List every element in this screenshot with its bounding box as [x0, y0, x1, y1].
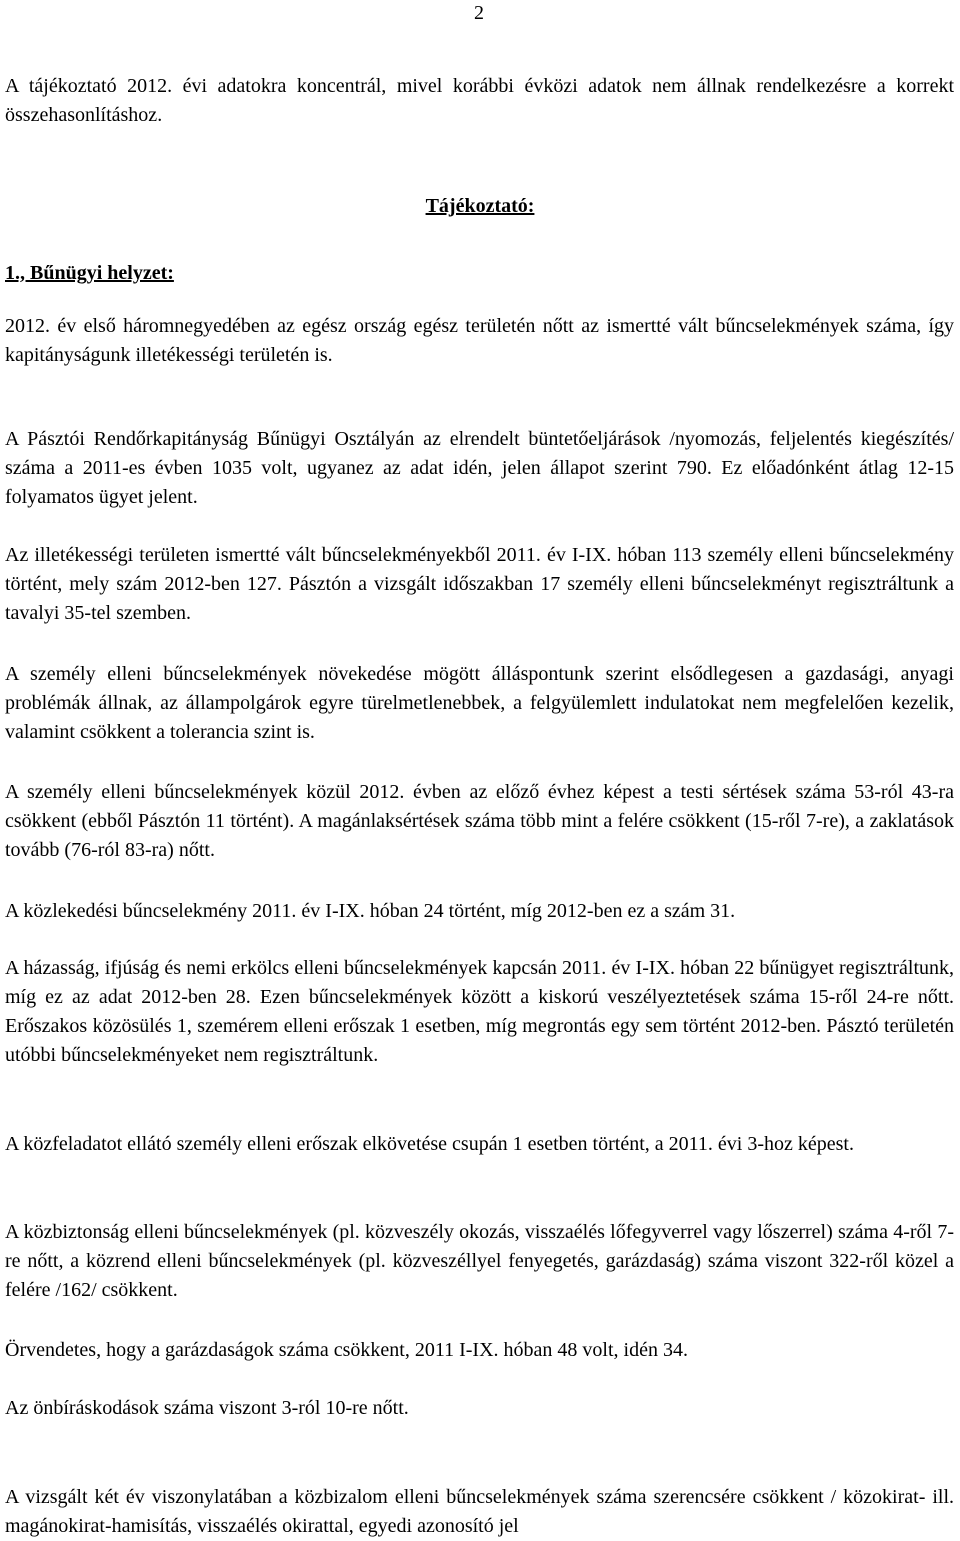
- paragraph-vigilantism: Az önbíráskodások száma viszont 3-ról 10-re nőtt.: [5, 1397, 409, 1419]
- paragraph-criminal-proceedings: A Pásztói Rendőrkapitányság Bűnügyi Osztályán az elrendelt büntetőeljárások /nyomozás, feljelentés kiegészítés/ száma a 2011-es évben 1035 volt, ugyanez az adat idén, jelen állapot szerint 790. Ez előadónként átlag 12-15 folyamatos ügyet jelent.: [5, 428, 954, 508]
- paragraph-public-officials: A közfeladatot ellátó személy elleni erőszak elkövetése csupán 1 esetben történt, a 2011. évi 3-hoz képest.: [5, 1133, 854, 1155]
- paragraph-public-trust: A vizsgált két év viszonylatában a közbizalom elleni bűncselekmények száma szerencsére csökkent / közokirat- ill. magánokirat-hamisítás, visszaélés okirattal, egyedi azonosító jel: [5, 1486, 954, 1537]
- paragraph-public-safety: A közbiztonság elleni bűncselekmények (pl. közveszély okozás, visszaélés lőfegyverrel vagy lőszerrel) száma 4-ről 7-re nőtt, a közrend elleni bűncselekmények (pl. közveszéllyel fenyegetés, garázdaság) száma viszont 322-ről közel a felére /162/ csökkent.: [5, 1221, 954, 1301]
- document-title: Tájékoztató:: [425, 195, 535, 217]
- paragraph-disorderly-conduct: Örvendetes, hogy a garázdaságok száma csökkent, 2011 I-IX. hóban 48 volt, idén 34.: [5, 1339, 688, 1361]
- paragraph-overall-increase: 2012. év első háromnegyedében az egész ország egész területén nőtt az ismertté vált bűncselekmények száma, így kapitányságunk illetékességi területén is.: [5, 315, 954, 366]
- section-heading: 1., Bűnügyi helyzet:: [5, 262, 174, 284]
- page-number: 2: [474, 2, 484, 24]
- paragraph-causes: A személy elleni bűncselekmények növekedése mögött álláspontunk szerint elsődlegesen a gazdasági, anyagi problémák állnak, az állampolgárok egyre türelmetlenebbek, a felgyülemlett indulatokat nem megfelelően kezelik, valamint csökkent a tolerancia szint is.: [5, 663, 954, 743]
- paragraph-assaults: A személy elleni bűncselekmények közül 2012. évben az előző évhez képest a testi sértések száma 53-ról 43-ra csökkent (ebből Pásztón 11 történt). A magánlaksértések száma több mint a felére csökkent (15-ről 7-re), a zaklatások tovább (76-ról 83-ra) nőtt.: [5, 781, 954, 861]
- paragraph-personal-crimes: Az illetékességi területen ismertté vált bűncselekményekből 2011. év I-IX. hóban 113 személy elleni bűncselekmény történt, mely szám 2012-ben 127. Pásztón a vizsgált időszakban 17 személy elleni bűncselekményt regisztráltunk a tavalyi 35-tel szemben.: [5, 544, 954, 624]
- paragraph-marriage-youth-crimes: A házasság, ifjúság és nemi erkölcs elleni bűncselekmények kapcsán 2011. év I-IX. hóban 22 bűnügyet regisztráltunk, míg ez az adat 2012-ben 28. Ezen bűncselekmények között a kiskorú veszélyeztetések száma 15-ről 24-re nőtt. Erőszakos közösülés 1, szemérem elleni erőszak 1 esetben, míg megrontás egy sem történt 2012-ben. Pásztó területén utóbbi bűncselekményeket nem regisztráltunk.: [5, 957, 954, 1066]
- intro-paragraph: A tájékoztató 2012. évi adatokra koncentrál, mivel korábbi évközi adatok nem állnak rendelkezésre a korrekt összehasonlításhoz.: [5, 75, 954, 126]
- paragraph-traffic-crimes: A közlekedési bűncselekmény 2011. év I-IX. hóban 24 történt, míg 2012-ben ez a szám 31.: [5, 900, 736, 922]
